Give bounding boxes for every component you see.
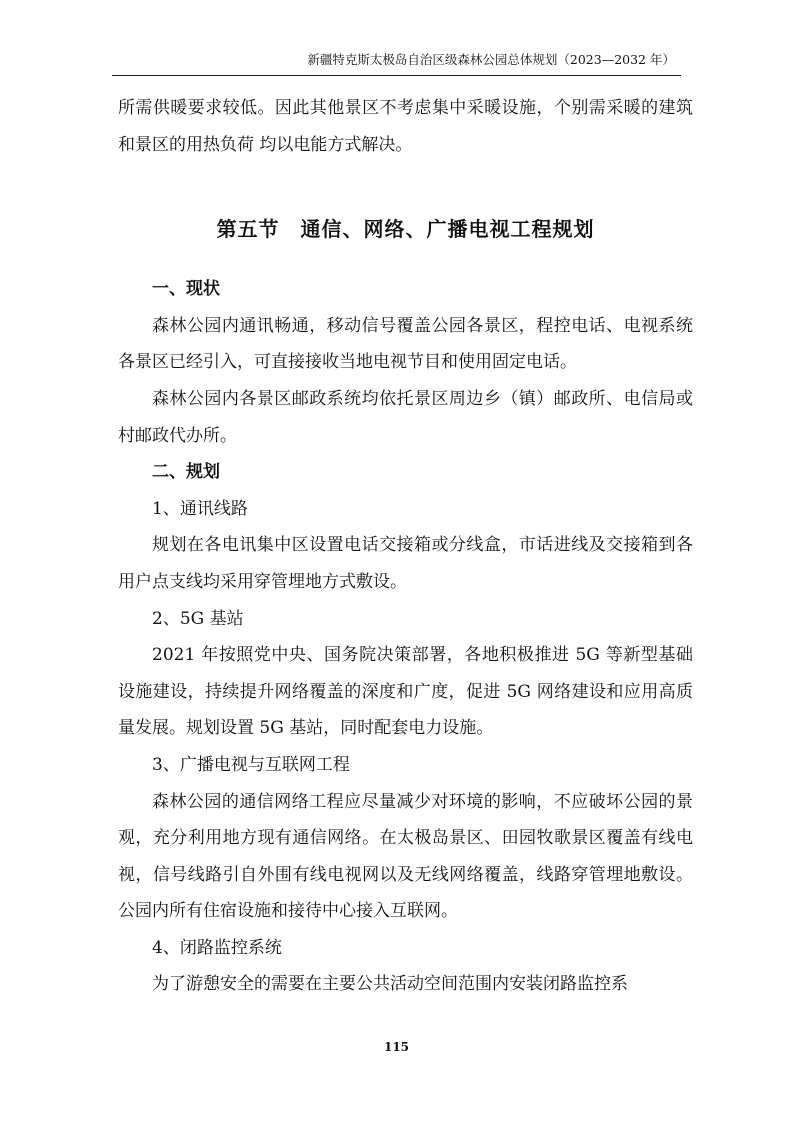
item-3-paragraph: 森林公园的通信网络工程应尽量减少对环境的影响，不应破坏公园的景观，充分利用地方现有通信网络。在太极岛景区、田园牧歌景区覆盖有线电视，信号线路引自外围有线电视网以及无线网络覆盖，线路穿管埋地敷设。公园内所有住宿设施和接待中心接入互联网。	[118, 791, 693, 922]
continued-paragraph: 所需供暖要求较低。因此其他景区不考虑集中采暖设施，个别需采暖的建筑和景区的用热负荷 均以电能方式解决。	[118, 98, 693, 155]
document-body	[118, 90, 693, 1003]
running-header: 新疆特克斯太极岛自治区级森林公园总体规划（2023—2032 年）	[112, 50, 681, 76]
item-2-paragraph: 2021 年按照党中央、国务院决策部署，各地积极推进 5G 等新型基础设施建设，持续提升网络覆盖的深度和广度，促进 5G 网络建设和应用高质量发展。规划设置 5G 基站，同时配套电力设施。	[118, 645, 693, 739]
item-1-paragraph: 规划在各电讯集中区设置电话交接箱或分线盒，市话进线及交接箱到各用户点支线均采用穿管埋地方式敷设。	[118, 535, 693, 592]
status-paragraph-1: 森林公园内通讯畅通，移动信号覆盖公园各景区，程控电话、电视系统各景区已经引入，可直接接收当地电视节目和使用固定电话。	[118, 315, 693, 373]
status-heading: 一、现状	[152, 279, 220, 300]
item-4-paragraph: 为了游憩安全的需要在主要公共活动空间范围内安装闭路监控系	[152, 974, 628, 995]
item-2-title: 2、5G 基站	[152, 608, 244, 629]
plan-heading: 二、规划	[152, 462, 220, 483]
status-paragraph-2: 森林公园内各景区邮政系统均依托景区周边乡（镇）邮政所、电信局或村邮政代办所。	[118, 388, 693, 446]
page-number: 115	[383, 1040, 410, 1054]
item-4-title: 4、闭路监控系统	[152, 937, 282, 958]
item-3-title: 3、广播电视与互联网工程	[152, 754, 350, 775]
section-title: 第五节 通信、网络、广播电视工程规划	[216, 217, 595, 242]
item-1-title: 1、通讯线路	[152, 498, 248, 519]
